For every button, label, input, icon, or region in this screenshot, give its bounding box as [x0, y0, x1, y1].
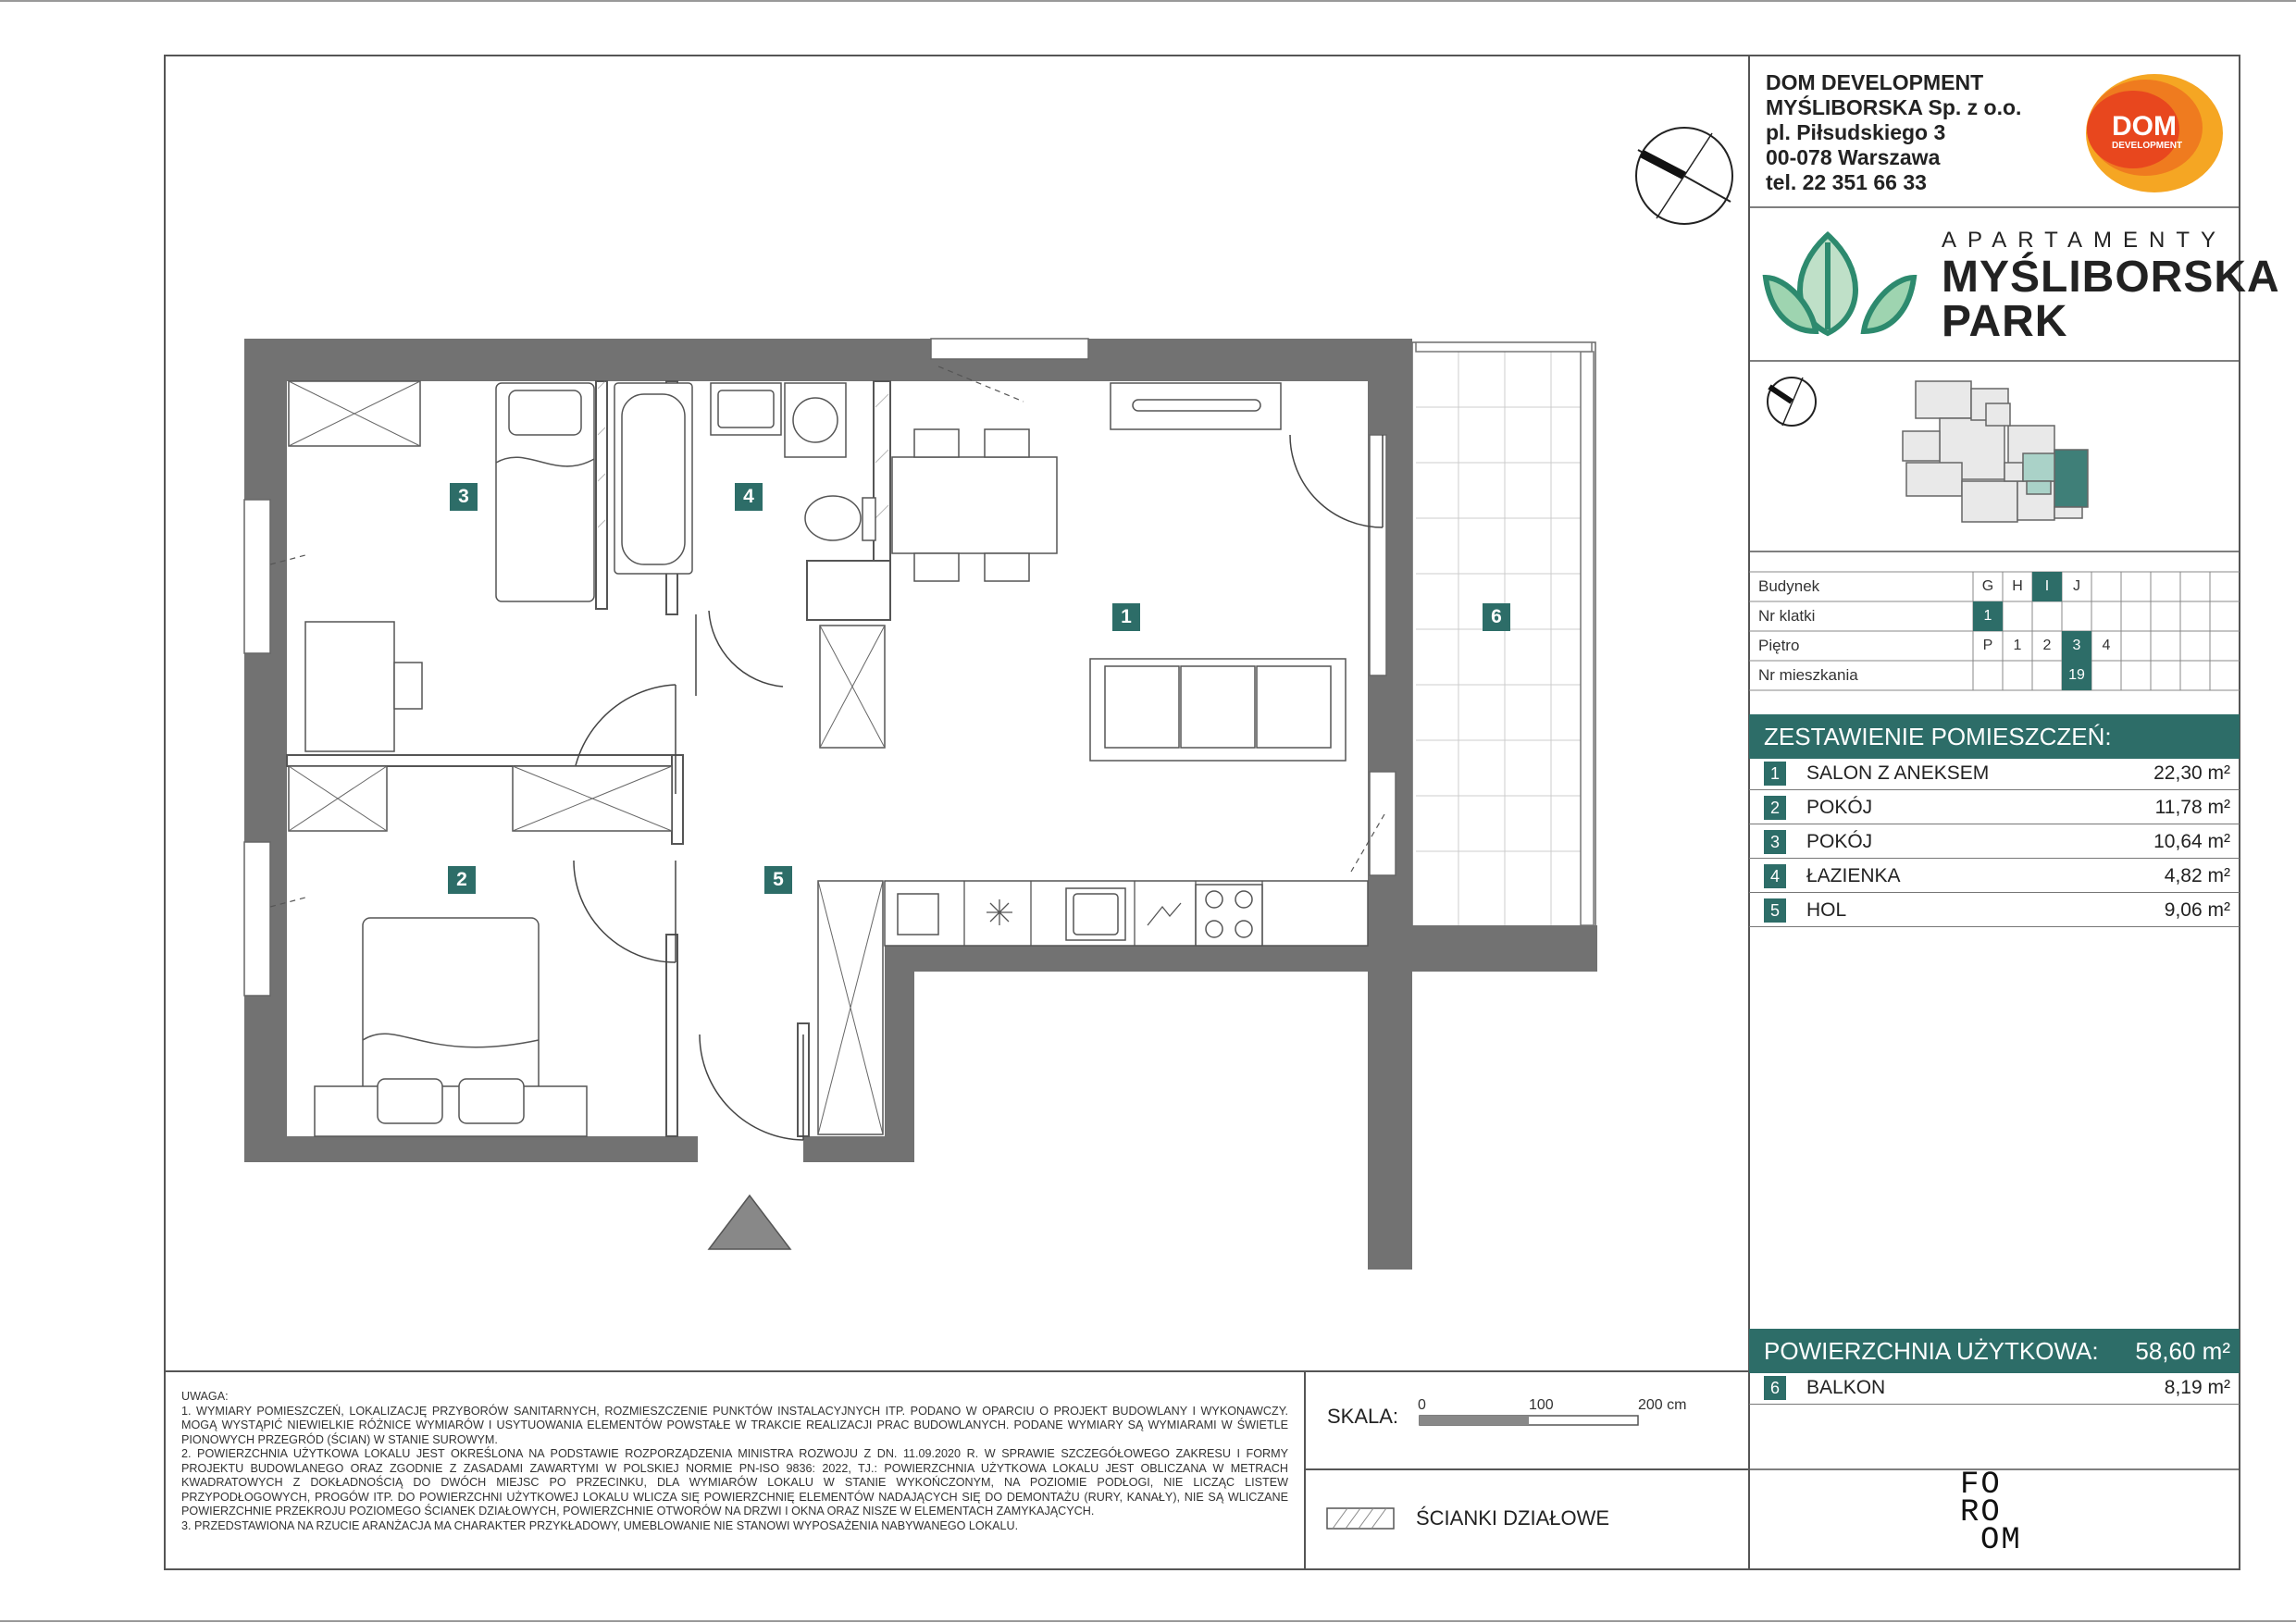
info-cell: H — [2012, 578, 2023, 594]
rooms-header — [1749, 714, 2240, 759]
room-name: POKÓJ — [1806, 831, 1873, 852]
room-row — [1749, 894, 2240, 927]
info-cell-selected: 3 — [2062, 631, 2091, 661]
leaf-logo-icon — [1766, 235, 1914, 333]
foroom-line: OM — [1980, 1523, 2022, 1558]
brand-line-2: MYŚLIBORSKA — [1942, 253, 2280, 302]
scale-tick: 100 — [1529, 1397, 1554, 1413]
key-plan — [1903, 381, 2088, 522]
balcony-row — [1749, 1371, 2240, 1405]
notes-title: UWAGA: — [181, 1390, 229, 1403]
key-plan-compass-icon — [1768, 378, 1816, 426]
room-area: 22,30 m² — [2153, 762, 2230, 784]
room-name: HOL — [1806, 899, 1847, 921]
usable-area-label: POWIERZCHNIA UŻYTKOWA: — [1764, 1337, 2099, 1365]
room-row — [1749, 860, 2240, 893]
info-cell-selected: 19 — [2062, 661, 2091, 690]
notes-item: 2. POWIERZCHNIA UŻYTKOWA LOKALU JEST OKREŚLONA NA PODSTAWIE ROZPORZĄDZENIA MINISTRA ROZWOJU Z DN. 11.09.2020 R. W SPRAWIE SZCZEGÓŁOWEGO ZAKRESU I FORMY PROJEKTU BUDOWLANEGO ORAZ ZGODNIE Z ZASADAMI ZAWARTYMI W POLSKIEJ NORMIE PN-ISO 9836: 2022, TJ.: POWIERZCHNIA UŻYTKOWA LOKALU JEST OBLICZANA W METRACH KWADRATOWYCH Z DOKŁADNOŚCIĄ DO DWÓCH MIEJSC PO PRZECINKU, DLA WYMIARÓW LOKALU W STANIE WYKOŃCZONYM, NA POZIOMIE PODŁOGI, NIE LICZĄC LISTEW PRZYPODŁOGOWYCH, PROGÓW ITP. DO POWIERZCHNI UŻYTKOWEJ LOKALU WLICZA SIĘ POWIERZCHNIĘ ELEMENTÓW NADAJĄCYCH SIĘ DO DEMONTAŻU (RURY, KANAŁY), NIE SĄ WLICZANE POWIERZCHNIE PRZEKROJU POZIOMEGO ŚCIANEK DZIAŁOWYCH, POWIERZCHNIE OTWORÓW NA DRZWI I OKNA ORAZ NISZE W ELEMENTACH ZAMYKAJĄCYCH. — [181, 1447, 1288, 1518]
company-line: MYŚLIBORSKA Sp. z o.o. — [1766, 95, 2022, 119]
balcony-area — [1412, 342, 1595, 927]
usable-area-header — [1749, 1329, 2240, 1373]
rooms-header-label: ZESTAWIENIE POMIESZCZEŃ: — [1764, 723, 2112, 750]
scale-label: SKALA: — [1327, 1405, 1399, 1428]
room-name: ŁAZIENKA — [1806, 865, 1901, 886]
notes — [181, 1390, 1288, 1533]
notes-item: 1. WYMIARY POMIESZCZEŃ, LOKALIZACJĘ PRZYBORÓW SANITARNYCH, ROZMIESZCZENIE PUNKTÓW INSTALACYJNYCH ITP. PODANO W OPARCIU O PROJEKT BUDOWLANY I WYKONAWCZY. MOGĄ WYSTĄPIĆ NIEWIELKIE RÓŻNICE WYMIARÓW I USYTUOWANIA ELEMENTÓW POWSTAŁE W TRAKCIE REALIZACJI PRAC BUDOWLANYCH. PODANE WYMIARY SĄ WYMIARAMI W ŚWIETLE PIONOWYCH PRZEGRÓD (ŚCIAN) W STANIE SUROWYM. — [181, 1404, 1288, 1446]
dom-logo-text: DOM — [2112, 111, 2177, 142]
room-num: 3 — [1764, 830, 1786, 854]
room-label-5: 5 — [764, 866, 792, 894]
room-name: SALON Z ANEKSEM — [1806, 762, 1990, 784]
brand-line-1: APARTAMENTY — [1942, 228, 2228, 253]
room-name: POKÓJ — [1806, 797, 1873, 818]
scale-bar — [1420, 1416, 1638, 1425]
entrance-arrow-icon — [709, 1196, 790, 1249]
room-label-2: 2 — [448, 866, 476, 894]
scale-tick: 0 — [1418, 1397, 1426, 1413]
info-label-floor: Piętro — [1758, 637, 1800, 654]
room-label-1: 1 — [1112, 603, 1140, 631]
room-num: 1 — [1764, 762, 1786, 786]
legend-label: ŚCIANKI DZIAŁOWE — [1416, 1506, 1610, 1530]
room-row — [1749, 757, 2240, 790]
room-label-6: 6 — [1483, 603, 1510, 631]
usable-area-value: 58,60 m² — [2135, 1337, 2230, 1365]
info-cell: P — [1982, 638, 1993, 653]
room-label-3: 3 — [450, 483, 478, 511]
room-num: 2 — [1764, 796, 1786, 820]
room-area: 8,19 m² — [2164, 1377, 2230, 1398]
room-area: 10,64 m² — [2153, 831, 2230, 852]
room-num: 4 — [1764, 864, 1786, 888]
info-cell: G — [1981, 578, 1994, 594]
room-num: 6 — [1764, 1376, 1786, 1400]
company-line: pl. Piłsudskiego 3 — [1766, 120, 1946, 144]
info-label-apartment: Nr mieszkania — [1758, 666, 1858, 684]
brand-line-3: PARK — [1942, 297, 2068, 346]
info-cell-selected: 1 — [1973, 601, 2003, 631]
compass-icon — [1636, 128, 1732, 224]
room-name: BALKON — [1806, 1377, 1886, 1398]
company-line: 00-078 Warszawa — [1766, 145, 1941, 169]
room-label-4: 4 — [735, 483, 763, 511]
notes-item: 3. PRZEDSTAWIONA NA RZUCIE ARANŻACJA MA CHARAKTER PRZYKŁADOWY, UMEBLOWANIE NIE STANOWI WYPOSAŻENIA NABYWANEGO LOKALU. — [181, 1518, 1019, 1532]
company-line: DOM DEVELOPMENT — [1766, 70, 1984, 94]
info-cell-selected: I — [2032, 572, 2062, 601]
info-label-staircase: Nr klatki — [1758, 607, 1816, 625]
room-area: 9,06 m² — [2164, 899, 2230, 921]
foroom-line: FO — [1960, 1468, 2002, 1503]
partition-legend-swatch — [1327, 1508, 1394, 1529]
info-cell: 1 — [2013, 638, 2022, 653]
foroom-line: RO — [1960, 1495, 2002, 1530]
info-cell: 4 — [2102, 638, 2111, 653]
foroom-logo — [1960, 1468, 2022, 1558]
dom-logo-subtext: DEVELOPMENT — [2112, 141, 2183, 151]
room-row — [1749, 791, 2240, 824]
info-cell: J — [2073, 578, 2080, 594]
apartment-plan — [244, 339, 1597, 1270]
info-cell: 2 — [2042, 638, 2052, 653]
room-num: 5 — [1764, 898, 1786, 923]
room-area: 4,82 m² — [2164, 865, 2230, 886]
scale-tick: 200 cm — [1638, 1397, 1687, 1413]
room-area: 11,78 m² — [2154, 797, 2230, 818]
info-label-building: Budynek — [1758, 577, 1820, 595]
company-line: tel. 22 351 66 33 — [1766, 170, 1927, 194]
room-row — [1749, 825, 2240, 859]
company-address — [1766, 70, 2021, 195]
